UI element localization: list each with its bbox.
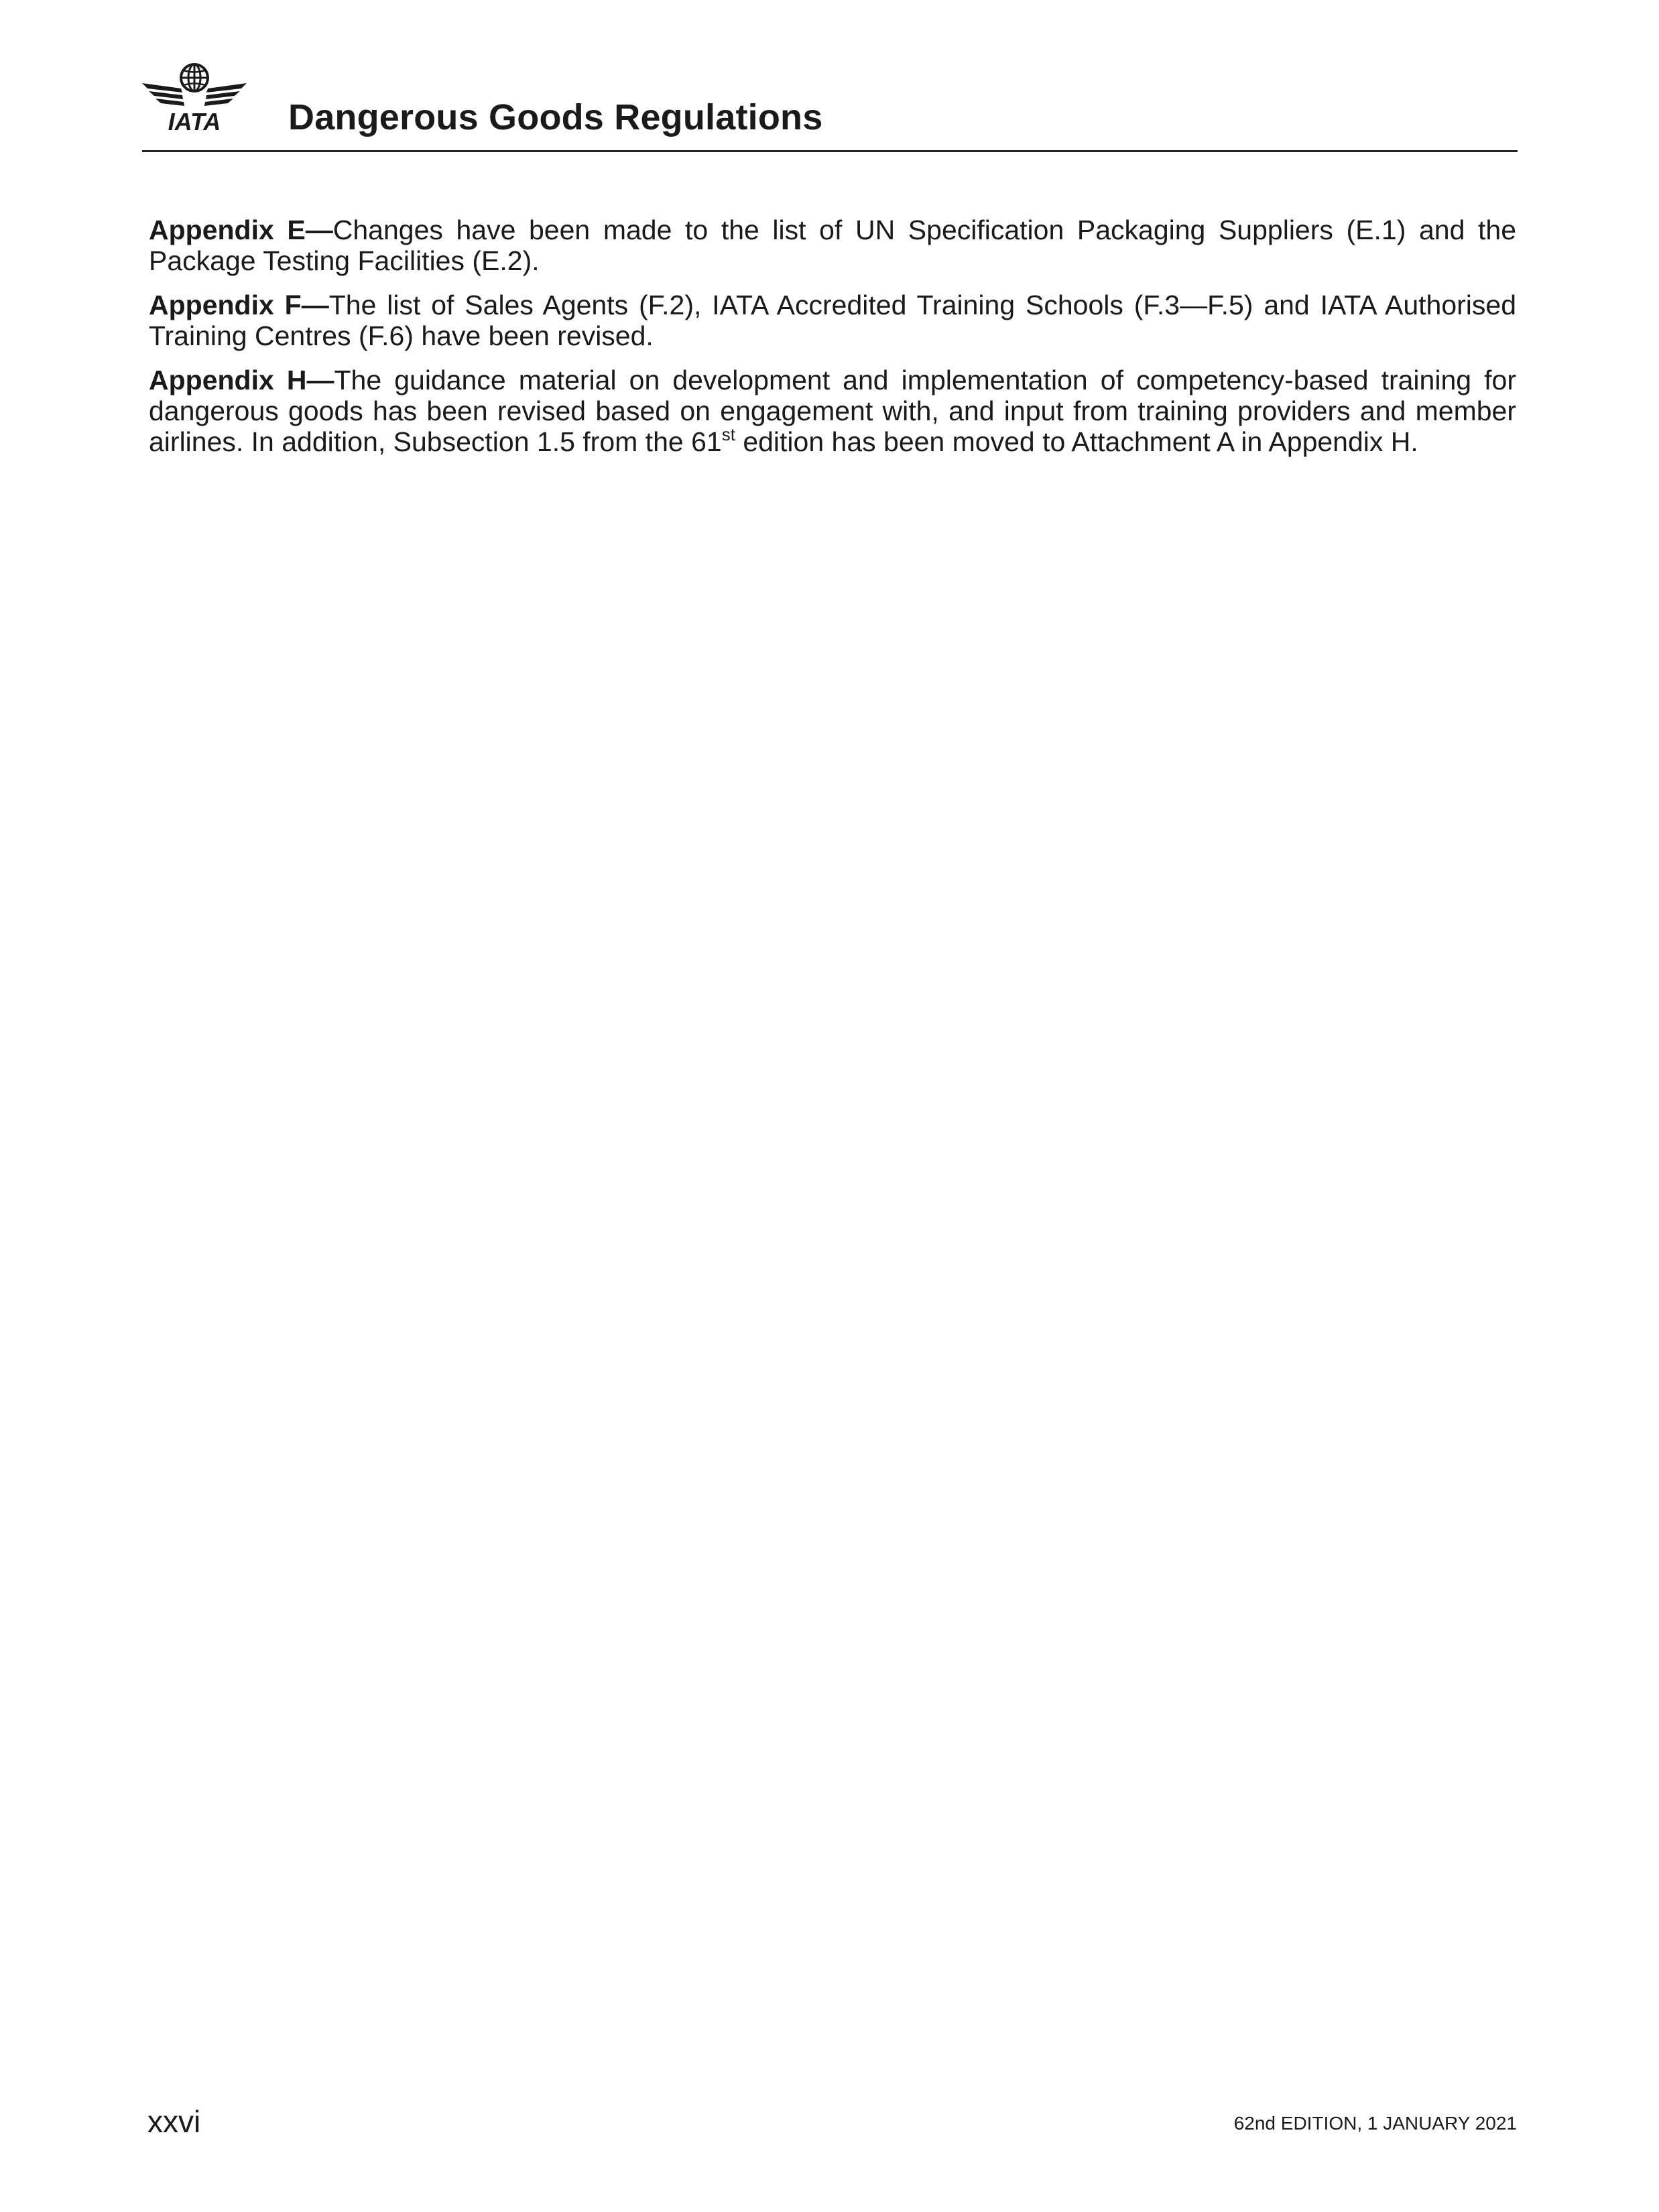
paragraph-lead: Appendix F— [149,290,329,320]
paragraph-text: Changes have been made to the list of UN Specification Packaging Suppliers (E.1) and the Package Testing Facilities (E.2). [149,214,1516,276]
paragraph-appendix-e [149,214,1516,276]
iata-logo-icon [142,60,247,135]
paragraph-text: The list of Sales Agents (F.2), IATA Accredited Training Schools (F.3—F.5) and IATA Authorised Training Centres (F.6) have been revised. [149,290,1517,351]
page-number: xxvi [147,2104,201,2139]
edition-info: 62nd EDITION, 1 JANUARY 2021 [1233,2113,1517,2134]
paragraph-lead: Appendix H— [149,365,334,395]
main-content [149,214,1516,471]
page-header [142,56,1518,152]
paragraph-text: The guidance material on development and implementation of competency-based training for dangerous goods has been revised based on engagement with, and input from training providers and member airlines. In addition, Subsection 1.5 from the 61 [149,365,1516,457]
ordinal-superscript: st [721,424,735,444]
logo-wordmark: IATA [168,108,221,135]
paragraph-appendix-h [149,365,1516,457]
paragraph-text-continued: edition has been moved to Attachment A in Appendix H. [735,426,1418,457]
paragraph-appendix-f [149,290,1516,351]
document-title: Dangerous Goods Regulations [288,97,823,137]
paragraph-lead: Appendix E— [149,214,333,245]
